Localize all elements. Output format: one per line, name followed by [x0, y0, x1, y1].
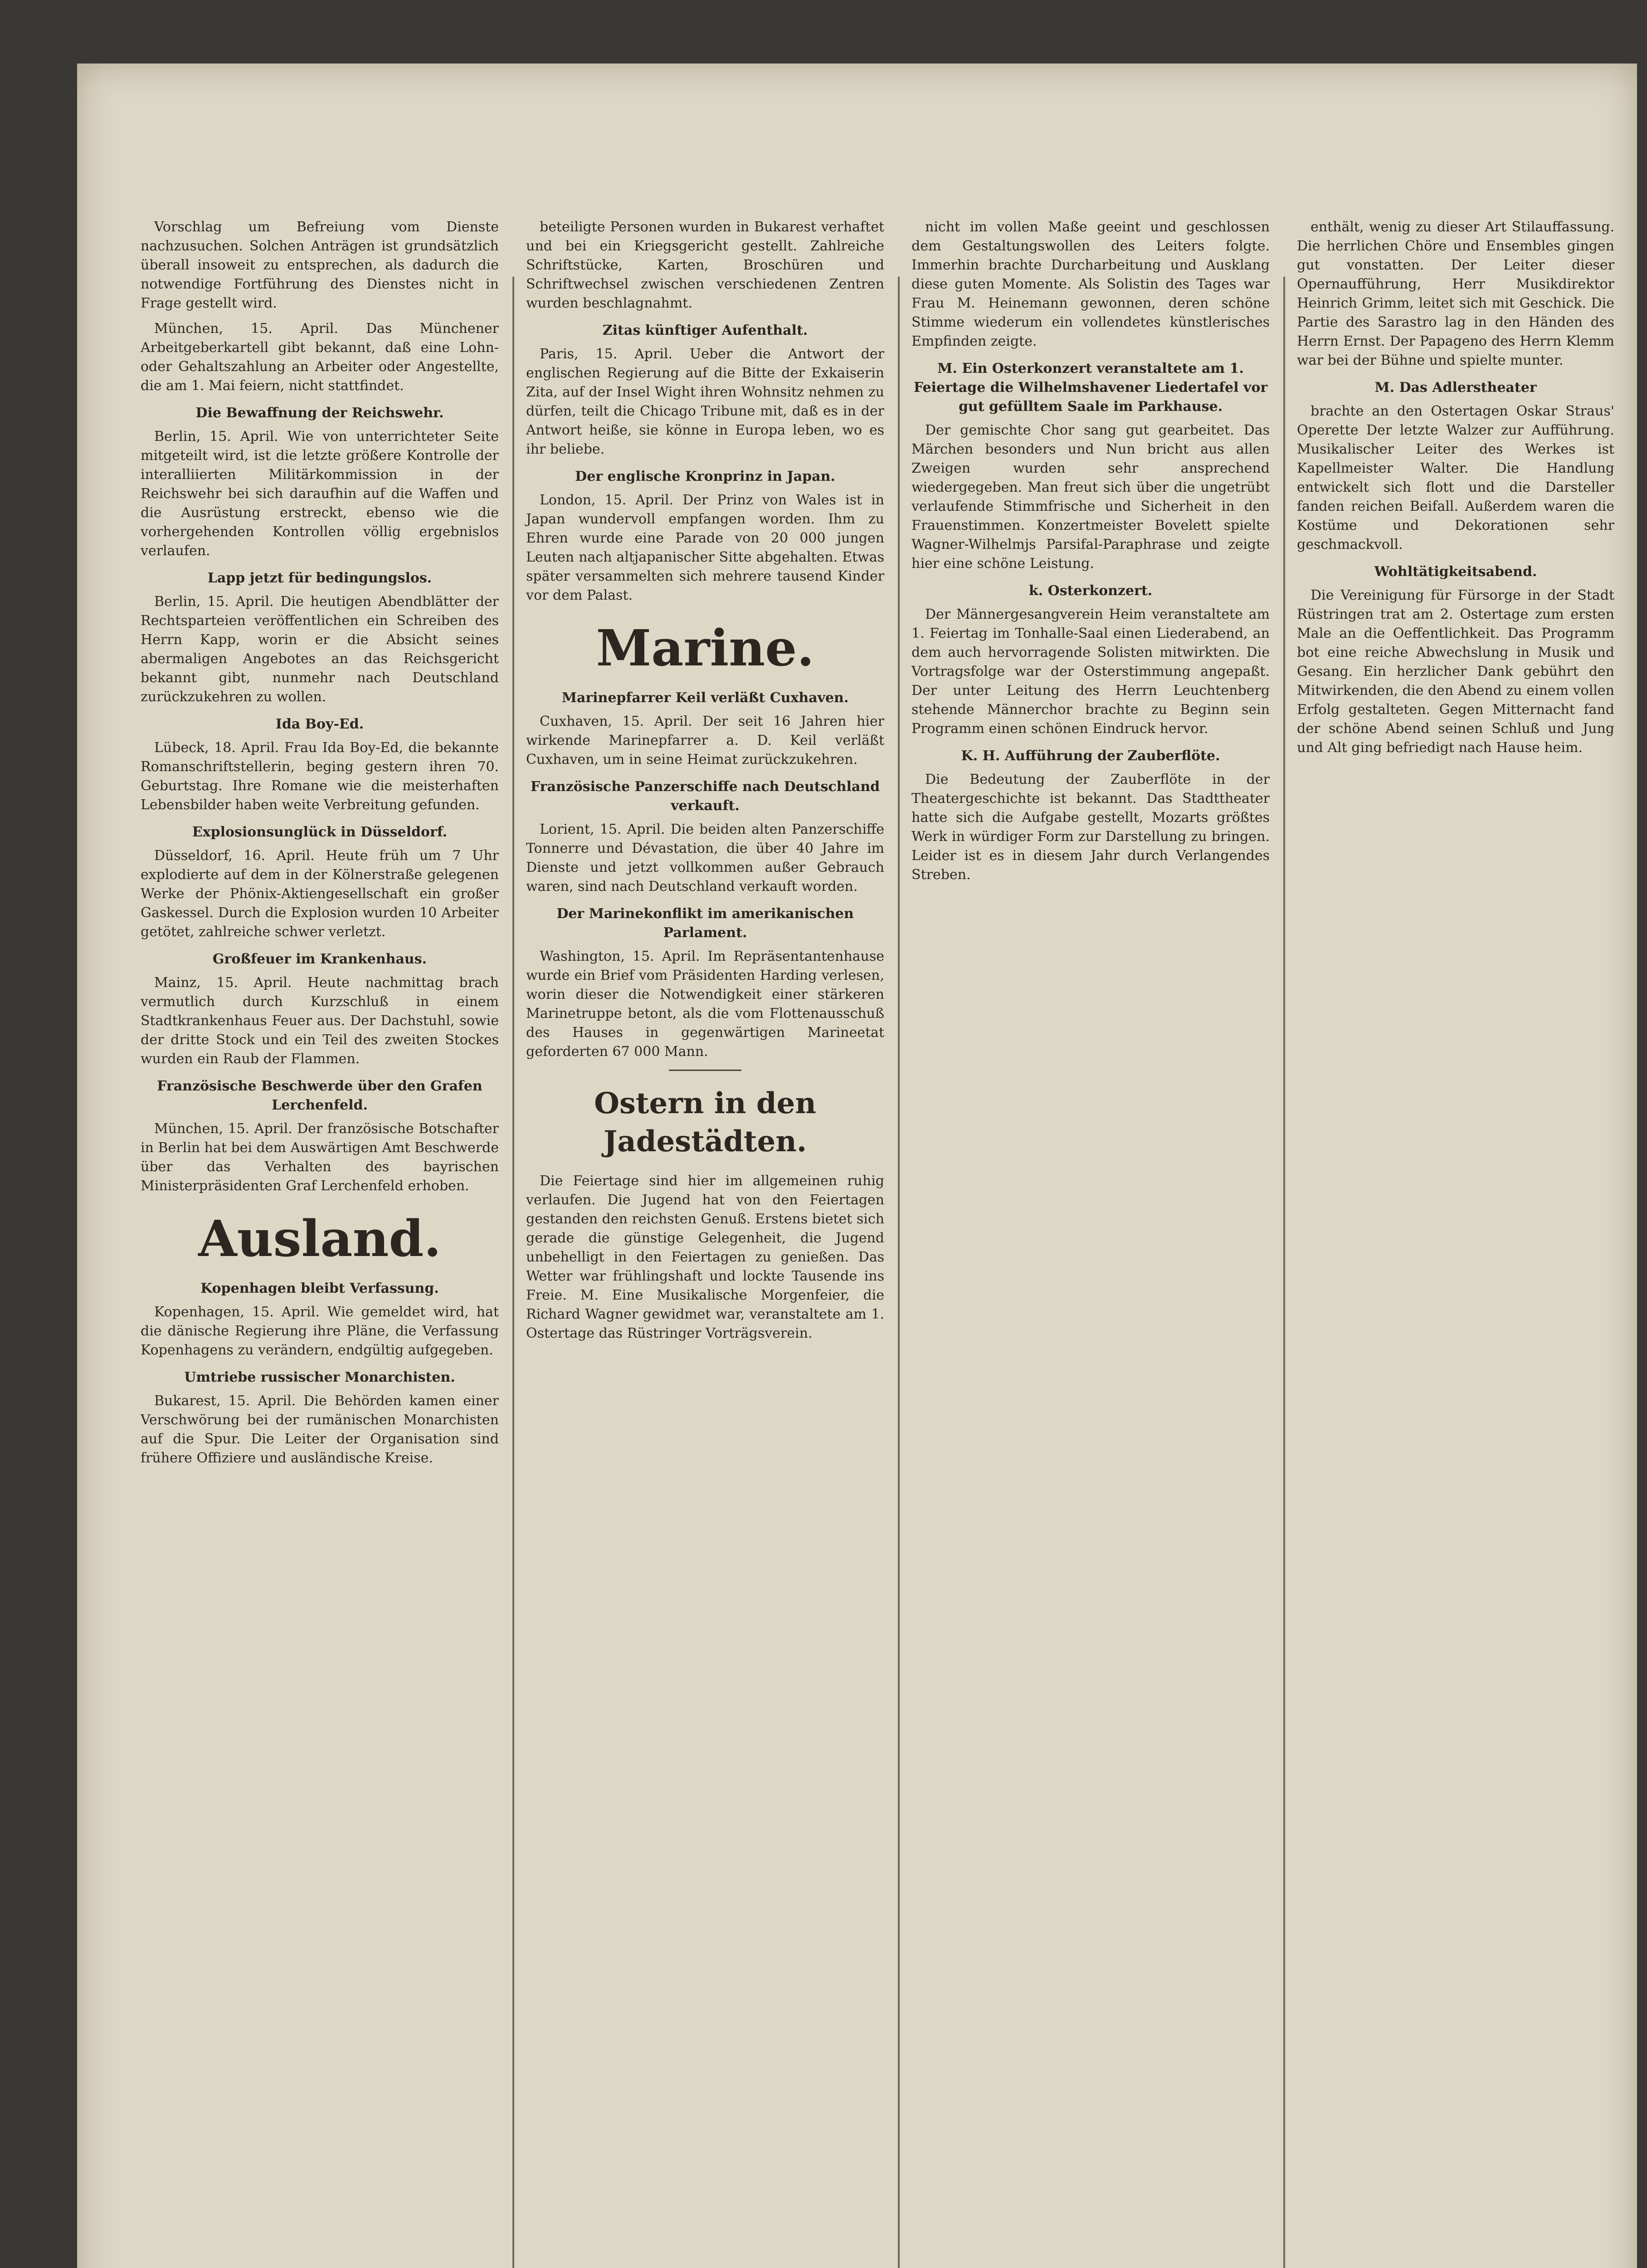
article-text: Die Bedeutung der Zauberflöte in der Theatergeschichte ist bekannt. Das Stadttheater hatte sich die Aufgabe gestellt, Mozarts größtes Werk in würdiger Form zur Darstellung zu bringen. Leider ist es in diesem Jahr durch Verlangendes Streben. [911, 772, 1270, 883]
article-heading: Ida Boy-Ed. [275, 716, 364, 732]
article-heading: K. H. Aufführung der Zauberflöte. [961, 748, 1220, 764]
article-text: Kopenhagen, 15. April. Wie gemeldet wird, hat die dänische Regierung ihre Pläne, die Verfassung Kopenhagens zu verändern, endgültig aufgegeben. [141, 1304, 499, 1358]
article-text: brachte an den Ostertagen Oskar Straus' Operette Der letzte Walzer zur Aufführung. Musikalischer Leiter des Werkes ist Kapellmeister Walter. Die Handlung entwickelt sich flott und die Darsteller fanden reichen Beifall. Außerdem waren die Kostüme und Dekorationen sehr geschmackvoll. [1297, 403, 1614, 552]
article-text: Düsseldorf, 16. April. Heute früh um 7 Uhr explodierte auf dem in der Kölnerstraße gelegenen Werke der Phönix-Aktiengesellschaft ein großer Gaskessel. Durch die Explosion wurden 10 Arbeiter getötet, zahlreiche schwer verletzt. [141, 848, 499, 940]
article-text: München, 15. April. Der französische Botschafter in Berlin hat bei dem Auswärtigen Amt Beschwerde über das Verhalten des bayrischen Ministerpräsidenten Graf Lerchenfeld erhoben. [141, 1121, 499, 1194]
article-text: Bukarest, 15. April. Die Behörden kamen einer Verschwörung bei der rumänischen Monarchisten auf die Spur. Die Leiter der Organisation sind frühere Offiziere und ausländische Kreise. [141, 1393, 499, 1466]
article-heading: Zitas künftiger Aufenthalt. [602, 323, 808, 338]
article-text: Cuxhaven, 15. April. Der seit 16 Jahren hier wirkende Marinepfarrer a. D. Keil verläßt Cuxhaven, um in seine Heimat zurückzukehren. [526, 714, 884, 767]
column-3 [911, 218, 1270, 891]
column-1 [141, 218, 499, 1474]
article-text: Die Vereinigung für Fürsorge in der Stadt Rüstringen trat am 2. Ostertage zum ersten Male an die Oeffentlichkeit. Das Programm bot eine reiche Abwechslung in Musik und Gesang. Ein herzlicher Dank gebührt den Mitwirkenden, die den Abend zu einem vollen Erfolg gestalteten. Gegen Mitternacht fand der schöne Abend seinen Schluß und Jung und Alt ging befriedigt nach Hause heim. [1297, 587, 1614, 756]
article-text: Der gemischte Chor sang gut gearbeitet. Das Märchen besonders und Nun bricht aus allen Zweigen wurden sehr ansprechend wiedergegeben. Man freut sich über die ungetrübt verlaufende Stimmfrische und Sicherheit in den Frauenstimmen. Konzertmeister Bovelett spielte Wagner-Wilhelmjs Parsifal-Paraphrase und zeigte hier eine schöne Leistung. [911, 422, 1270, 572]
article-heading: M. Ein Osterkonzert veranstaltete am 1. Feiertage die Wilhelmshavener Liedertafel vor gut gefülltem Saale im Parkhause. [913, 361, 1268, 415]
section-title: Marine. [596, 619, 814, 677]
article-heading: Der Marinekonflikt im amerikanischen Parlament. [556, 906, 854, 941]
article-heading: Lapp jetzt für bedingungslos. [207, 570, 432, 586]
paragraph: München, 15. April. Das Münchener Arbeitgeberkartell gibt bekannt, daß eine Lohn- oder Gehaltszahlung an Arbeiter oder Angestellte, die am 1. Mai feiern, nicht stattfindet. [141, 321, 499, 394]
article-heading: Wohltätigkeitsabend. [1374, 564, 1537, 580]
article-text: London, 15. April. Der Prinz von Wales ist in Japan wundervoll empfangen worden. Ihm zu Ehren wurde eine Parade von 20 000 jungen Leuten nach altjapanischer Sitte abgehalten. Etwas später versammelten sich mehrere tausend Kinder vor dem Palast. [526, 492, 884, 603]
column-divider [898, 277, 900, 2268]
paragraph: nicht im vollen Maße geeint und geschlossen dem Gestaltungswollen des Leiters folgte. Immerhin brachte Durcharbeitung und Ausklang diese guten Momente. Als Solistin des Tages war Frau M. Heinemann gewonnen, deren schöne Stimme wiederum ein vollendetes künstlerisches Empfinden zeigte. [911, 219, 1270, 349]
article-heading: Die Bewaffnung der Reichswehr. [195, 405, 444, 421]
article-heading: Französische Beschwerde über den Grafen Lerchenfeld. [157, 1078, 482, 1113]
column-4 [1297, 218, 1614, 764]
article-text: Berlin, 15. April. Die heutigen Abendblätter der Rechtsparteien veröffentlichen ein Schreiben des Herrn Kapp, worin er die Absicht seines abermaligen Angebotes an das Reichsgericht bekannt gibt, nunmehr nach Deutschland zurückzukehren zu wollen. [141, 594, 499, 705]
article-heading: k. Osterkonzert. [1028, 583, 1153, 599]
article-heading: Großfeuer im Krankenhaus. [212, 951, 427, 967]
article-heading: Französische Panzerschiffe nach Deutschland verkauft. [530, 779, 880, 814]
article-text: Mainz, 15. April. Heute nachmittag brach vermutlich durch Kurzschluß in einem Stadtkrankenhaus Feuer aus. Der Dachstuhl, sowie der dritte Stock und ein Teil des zweiten Stockes wurden ein Raub der Flammen. [141, 975, 499, 1067]
article-text: Lübeck, 18. April. Frau Ida Boy-Ed, die bekannte Romanschriftstellerin, beging gestern ihren 70. Geburtstag. Ihre Romane wie die meisterhaften Lebensbilder haben weite Verbreitung gefunden. [141, 740, 499, 813]
section-title: Ausland. [198, 1209, 441, 1268]
article-text: Paris, 15. April. Ueber die Antwort der englischen Regierung auf die Bitte der Exkaiserin Zita, auf der Insel Wight ihren Wohnsitz nehmen zu dürfen, teilt die Chicago Tribune mit, daß es in der Antwort heiße, sie könne in Europa leben, wo es ihr beliebe. [526, 346, 884, 457]
feature-title: Ostern in den Jadestädten. [594, 1086, 816, 1158]
column-divider [512, 277, 514, 2268]
article-text: Die Feiertage sind hier im allgemeinen ruhig verlaufen. Die Jugend hat von den Feiertagen gestanden den reichsten Genuß. Erstens bietet sich gerade die günstige Gelegenheit, die Jugend unbehelligt in den Feiertagen zu genießen. Das Wetter war frühlingshaft und lockte Tausende ins Freie. M. Eine Musikalische Morgenfeier, die Richard Wagner gewidmet war, veranstaltete am 1. Ostertage das Rüstringer Vorträgsverein. [526, 1173, 884, 1341]
article-text: Der Männergesangverein Heim veranstaltete am 1. Feiertag im Tonhalle-Saal einen Liederabend, an dem auch hervorragende Solisten mitwirkten. Die Vortragsfolge war der Osterstimmung angepaßt. Der unter Leitung des Herrn Leuchtenberg stehende Männerchor brachte zu Beginn sein Programm einen schönen Eindruck hervor. [911, 606, 1270, 737]
article-heading: Explosionsunglück in Düsseldorf. [192, 824, 448, 840]
article-heading: M. Das Adlerstheater [1374, 380, 1537, 396]
newspaper-page [77, 64, 1637, 2268]
paragraph: beteiligte Personen wurden in Bukarest verhaftet und bei ein Kriegsgericht gestellt. Zahlreiche Schriftstücke, Karten, Broschüren und Schriftwechsel zwischen verschiedenen Zentren wurden beschlagnahmt. [526, 219, 884, 311]
article-text: Washington, 15. April. Im Repräsentantenhause wurde ein Brief vom Präsidenten Harding verlesen, worin dieser die Notwendigkeit einer stärkeren Marinetruppe betont, als die vom Flottenausschuß des Hauses in gegenwärtigen Marineetat geforderten 67 000 Mann. [526, 948, 884, 1060]
article-heading: Kopenhagen bleibt Verfassung. [200, 1281, 439, 1296]
column-divider [1283, 277, 1285, 2268]
article-text: Berlin, 15. April. Wie von unterrichteter Seite mitgeteilt wird, ist die letzte größere Kontrolle der interalliierten Militärkommission in der Reichswehr bei sich daraufhin auf die Waffen und die Ausrüstung erstreckt, ebenso wie die vorhergehenden Kontrollen völlig ergebnislos verlaufen. [141, 429, 499, 559]
paragraph: Vorschlag um Befreiung vom Dienste nachzusuchen. Solchen Anträgen ist grundsätzlich überall insoweit zu entsprechen, als dadurch die notwendige Fortführung des Dienstes nicht in Frage gestellt wird. [141, 219, 499, 311]
column-2 [526, 218, 884, 1349]
article-heading: Marinepfarrer Keil verläßt Cuxhaven. [561, 690, 849, 706]
divider [669, 1070, 741, 1071]
article-text: Lorient, 15. April. Die beiden alten Panzerschiffe Tonnerre und Dévastation, die über 40 Jahre im Dienste und jetzt vollkommen außer Gebrauch waren, sind nach Deutschland verkauft worden. [526, 821, 884, 894]
article-heading: Der englische Kronprinz in Japan. [575, 469, 835, 484]
article-heading: Umtriebe russischer Monarchisten. [184, 1369, 455, 1385]
paragraph: enthält, wenig zu dieser Art Stilauffassung. Die herrlichen Chöre und Ensembles gingen gut vonstatten. Der Leiter dieser Opernaufführung, Herr Musikdirektor Heinrich Grimm, leitet sich mit Geschick. Die Partie des Sarastro lag in den Händen des Herrn Ernst. Der Papageno des Herrn Klemm war bei der Bühne und spielte munter. [1297, 219, 1614, 368]
